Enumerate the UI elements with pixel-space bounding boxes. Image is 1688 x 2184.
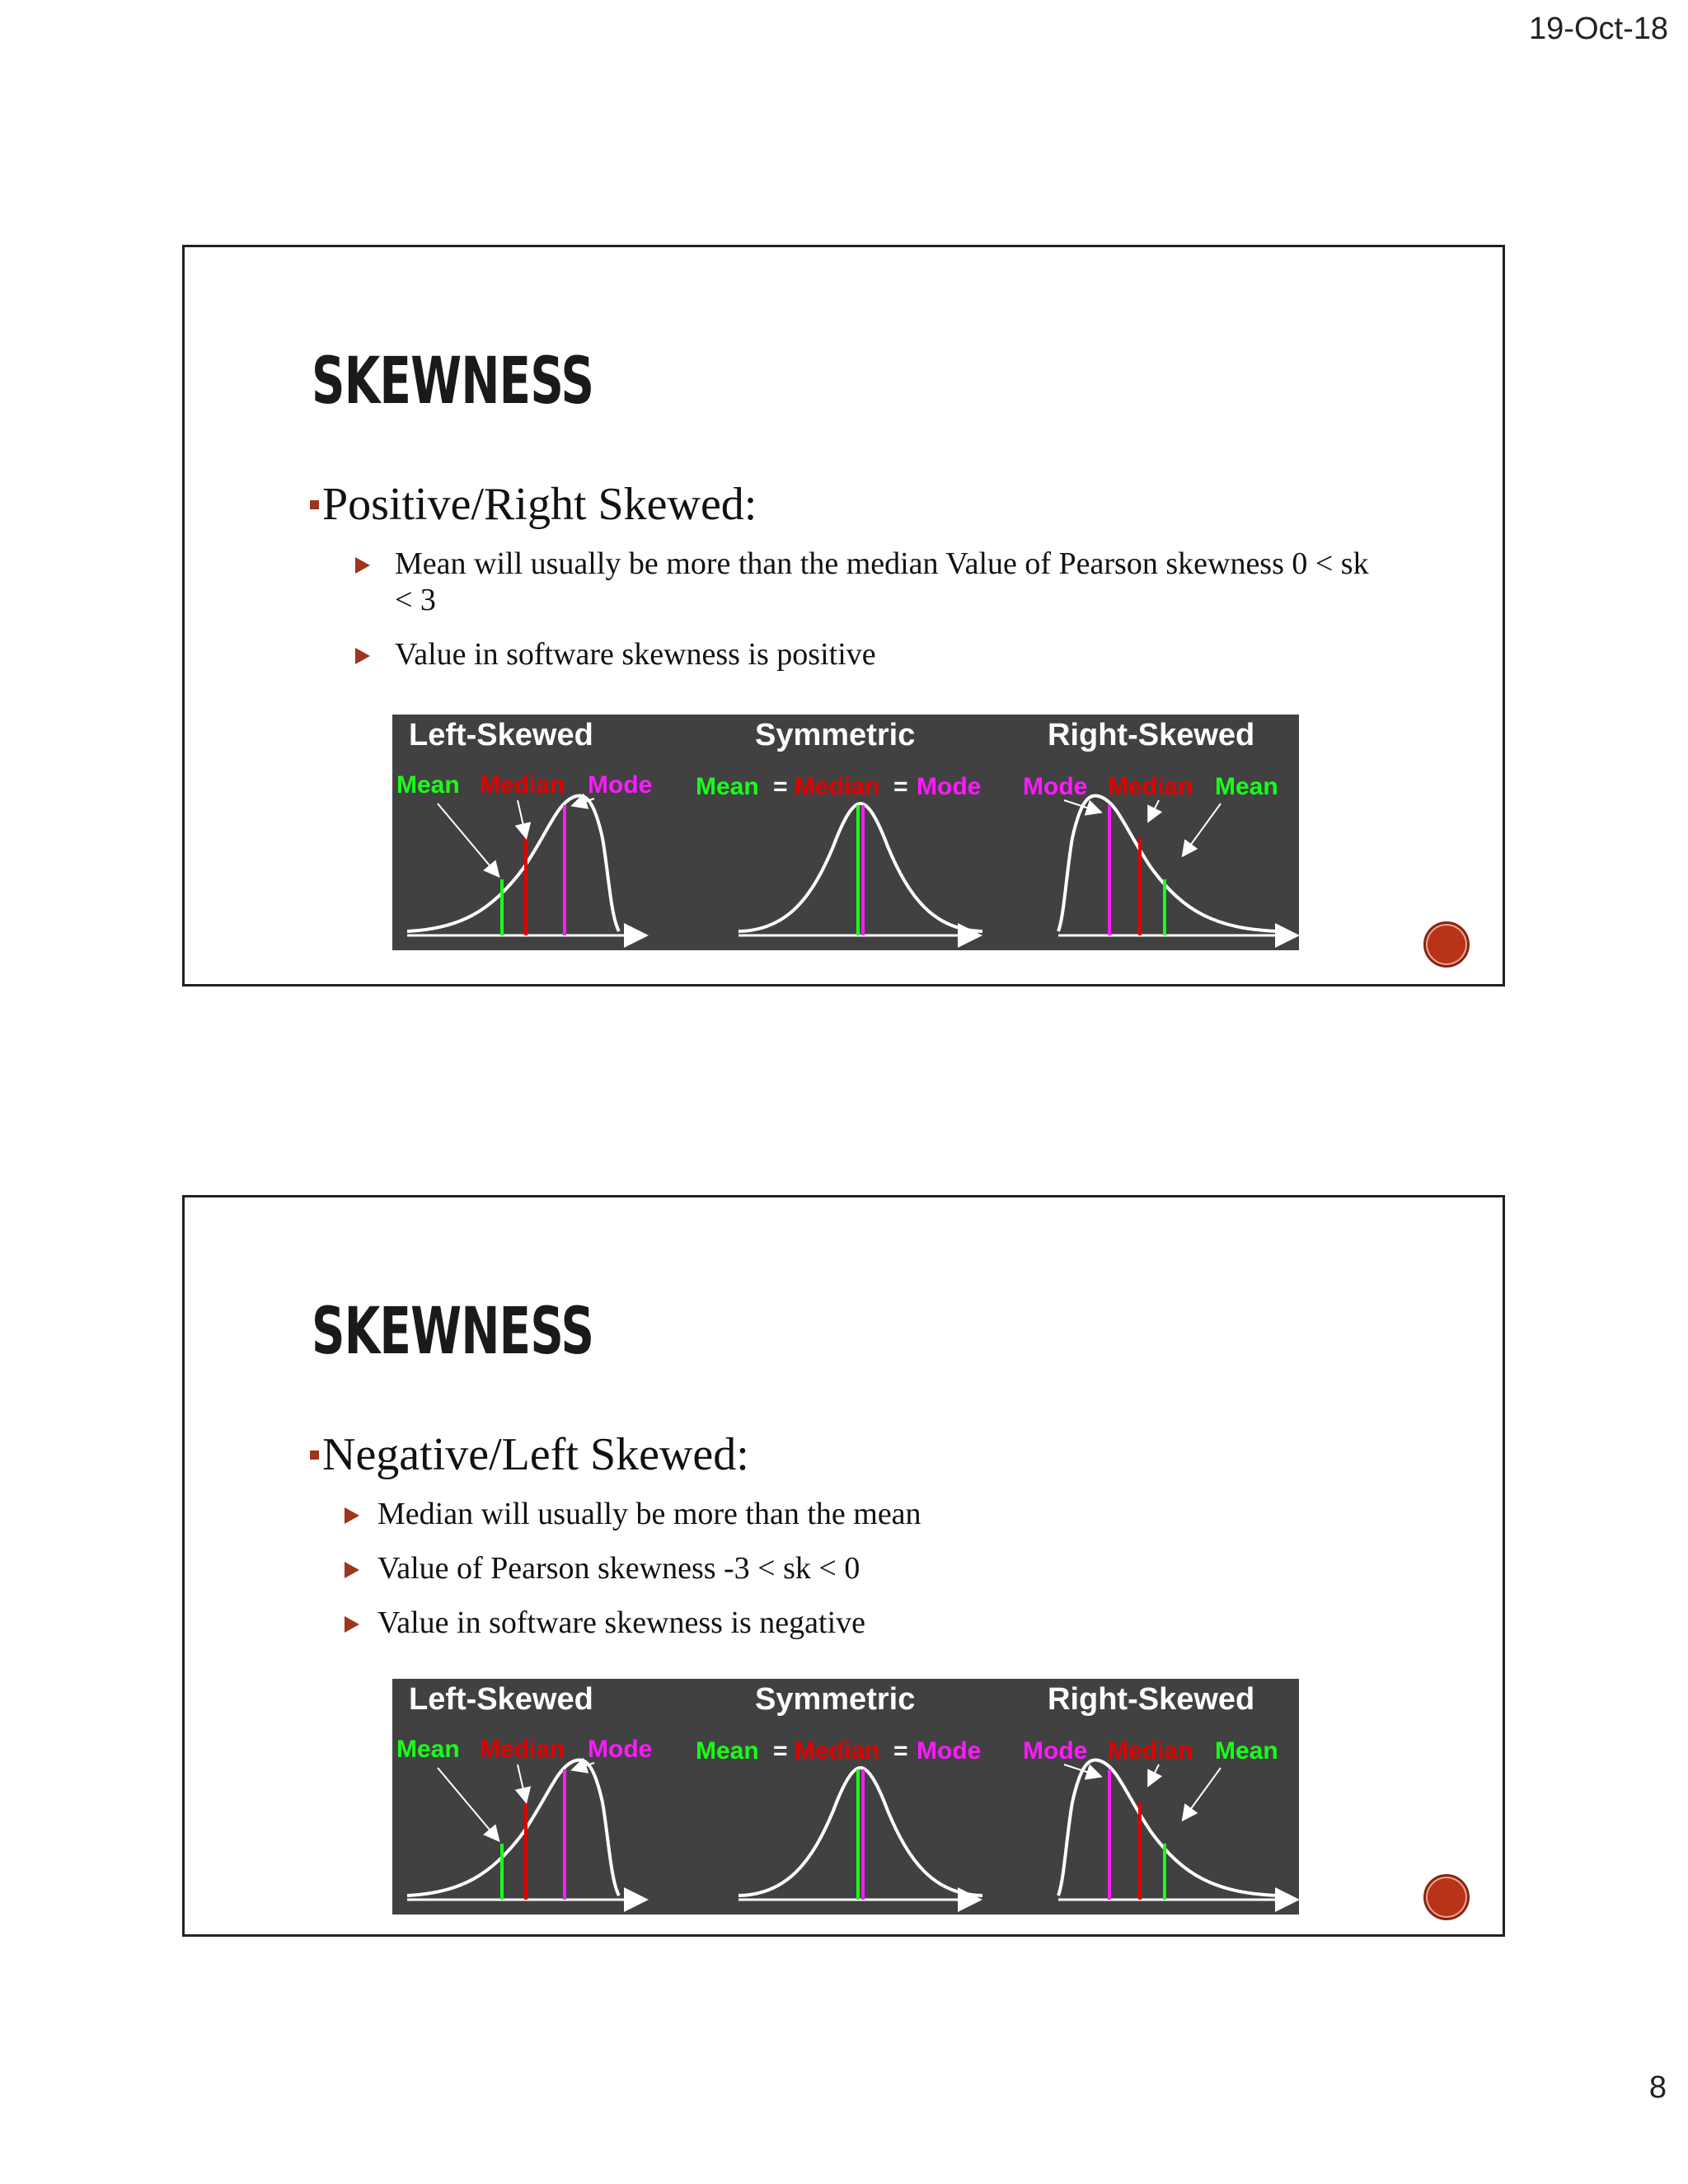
sym-eq-label: =	[773, 773, 788, 800]
slide-title: SKEWNESS	[312, 344, 594, 419]
right-skewed-curve	[1058, 795, 1295, 935]
list-item: Value in software skewness is positive	[345, 636, 1384, 673]
sym-eq-label-2: =	[893, 1737, 908, 1765]
left-median-label: Median	[480, 1736, 565, 1763]
left-mode-label: Mode	[588, 1736, 653, 1763]
skewness-figure	[392, 1679, 1299, 1915]
left-skewed-curve	[407, 795, 644, 935]
square-bullet-icon	[310, 500, 319, 509]
arrow-bullet-icon	[345, 1507, 359, 1524]
square-bullet-icon	[310, 1451, 319, 1460]
symmetric-curve	[738, 804, 982, 935]
left-skewed-title: Left-Skewed	[409, 718, 593, 752]
heading-text: Negative/Left Skewed:	[322, 1429, 749, 1480]
symmetric-title: Symmetric	[755, 1682, 916, 1717]
list-item: Value in software skewness is negative	[341, 1605, 921, 1641]
slide-heading	[310, 1428, 749, 1481]
sym-eq-label-2: =	[893, 773, 908, 800]
logo-badge-icon	[1423, 1874, 1470, 1920]
left-skewed-title: Left-Skewed	[409, 1682, 593, 1717]
sym-median-label: Median	[795, 773, 880, 800]
left-mean-label: Mean	[396, 1736, 460, 1763]
right-median-label: Median	[1108, 1737, 1193, 1765]
slide-negative-skew	[182, 1195, 1505, 1937]
left-skewed-curve	[407, 1760, 644, 1900]
right-mean-label: Mean	[1215, 773, 1278, 800]
right-mode-label: Mode	[1023, 1737, 1088, 1765]
sym-median-label: Median	[795, 1737, 880, 1765]
sym-mean-label: Mean	[696, 773, 759, 800]
sym-mode-label: Mode	[917, 773, 982, 800]
slide-heading	[310, 478, 757, 531]
page-number: 8	[1648, 2070, 1667, 2105]
header-date: 19-Oct-18	[1529, 12, 1668, 46]
list-item: Median will usually be more than the mean	[341, 1496, 921, 1532]
bullet-list	[341, 1496, 921, 1659]
sym-eq-label: =	[773, 1737, 788, 1765]
right-skewed-title: Right-Skewed	[1048, 1682, 1255, 1717]
left-mean-label: Mean	[396, 771, 460, 799]
arrow-bullet-icon	[345, 1562, 359, 1578]
right-mean-label: Mean	[1215, 1737, 1278, 1765]
skewness-figure	[392, 715, 1299, 950]
slide-title: SKEWNESS	[312, 1295, 594, 1369]
skewness-diagram	[392, 715, 1299, 950]
logo-badge-icon	[1423, 921, 1470, 968]
list-item: Value of Pearson skewness -3 < sk < 0	[341, 1550, 921, 1586]
right-median-label: Median	[1108, 773, 1193, 800]
right-skewed-title: Right-Skewed	[1048, 718, 1255, 752]
sym-mean-label: Mean	[696, 1737, 759, 1765]
right-skewed-curve	[1058, 1760, 1295, 1900]
left-median-label: Median	[480, 771, 565, 799]
list-item: Mean will usually be more than the median Value of Pearson skewness 0 < sk < 3	[345, 546, 1384, 618]
heading-text: Positive/Right Skewed:	[322, 479, 757, 530]
arrow-bullet-icon	[355, 648, 370, 664]
sym-mode-label: Mode	[917, 1737, 982, 1765]
right-mode-label: Mode	[1023, 773, 1088, 800]
left-mode-label: Mode	[588, 771, 653, 799]
slide-positive-skew	[182, 245, 1505, 987]
arrow-bullet-icon	[345, 1616, 359, 1633]
arrow-bullet-icon	[355, 557, 370, 574]
symmetric-title: Symmetric	[755, 718, 916, 752]
symmetric-curve	[738, 1768, 982, 1900]
bullet-list	[345, 546, 1384, 691]
skewness-diagram	[392, 1679, 1299, 1915]
